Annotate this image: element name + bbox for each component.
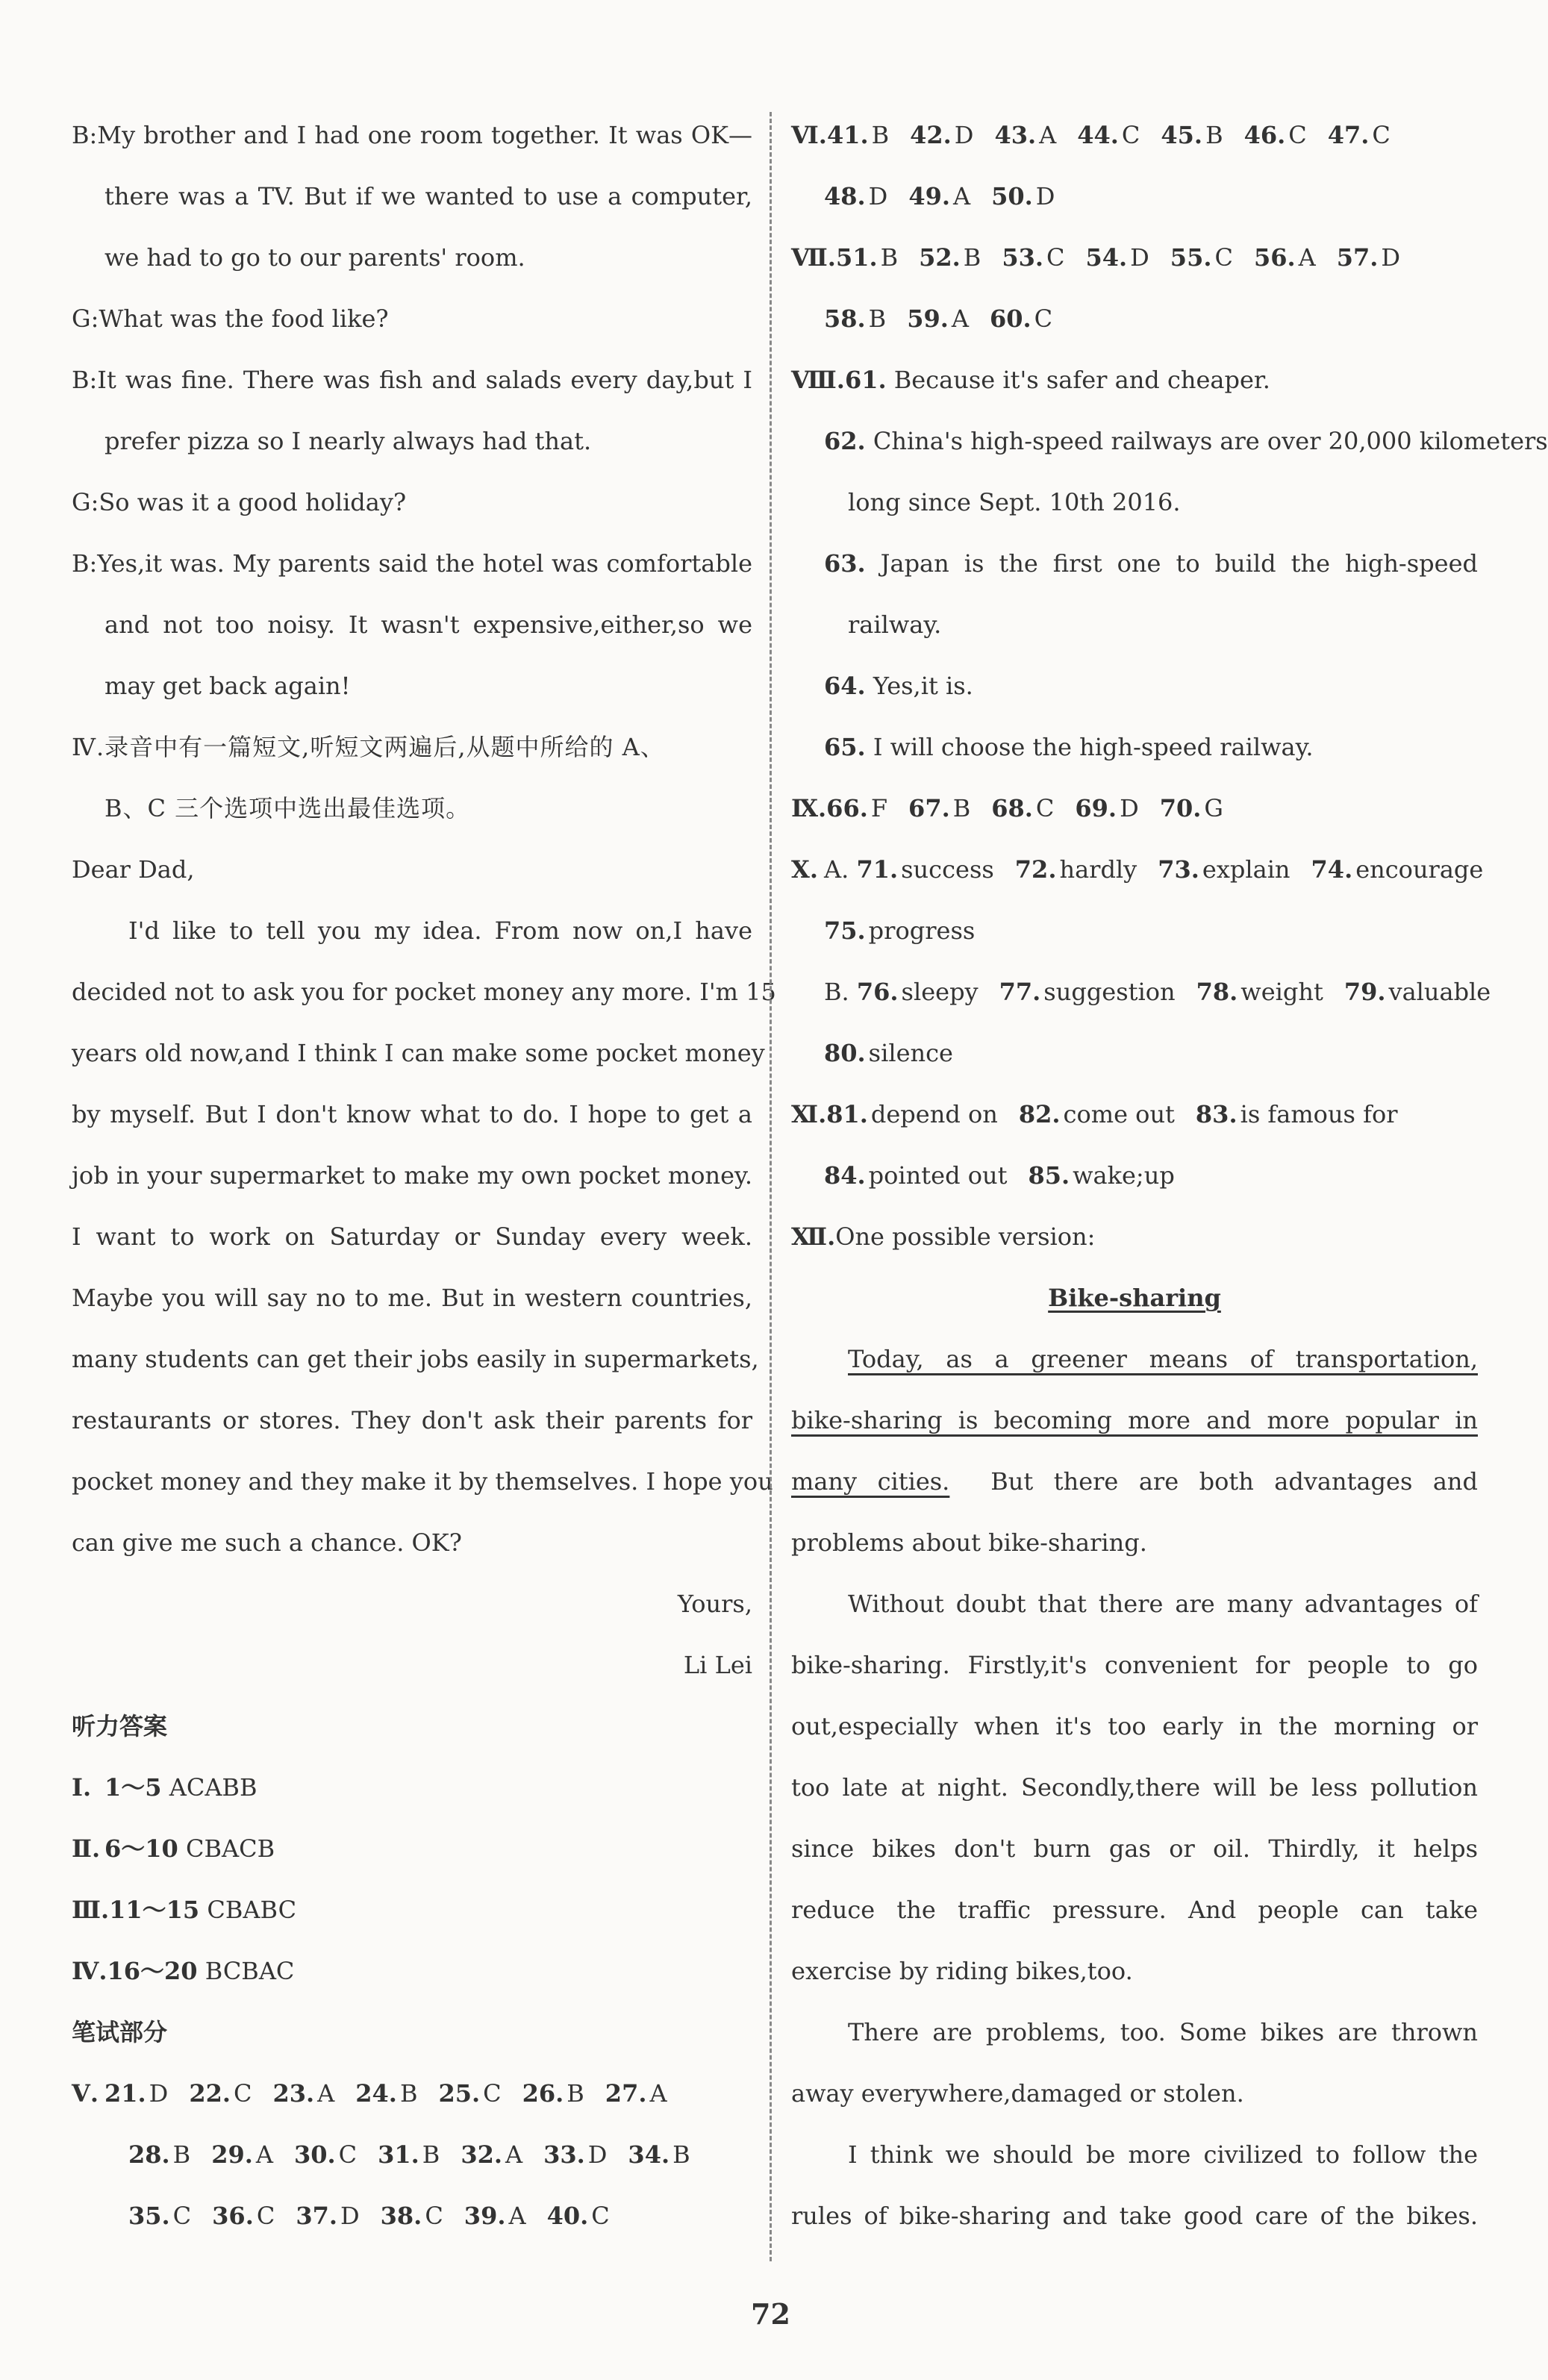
answer-row [791, 104, 1478, 166]
essay-line: bike-sharing. Firstly,it's convenient for people to go [791, 1651, 1478, 1679]
page-number: 72 [751, 2297, 790, 2331]
part-label: A. [824, 855, 849, 884]
question-number: 58. [824, 304, 866, 333]
dialogue-line: may get back again! [104, 672, 351, 700]
answer-item [1196, 961, 1323, 1022]
answer-value: B [868, 304, 887, 333]
answer-value: D [149, 2079, 169, 2108]
answer-text: I will choose the high-speed railway. [873, 733, 1314, 761]
question-number: 72. [1014, 855, 1057, 884]
answer-item [827, 104, 889, 166]
answer-item [296, 2185, 359, 2246]
answer-value: A [649, 2079, 667, 2108]
answer-value: wake;up [1073, 1161, 1175, 1190]
listening-answer-row [72, 1879, 752, 1940]
answer-value: C [338, 2140, 358, 2169]
answer-item [991, 166, 1055, 227]
letter-line: pocket money and they make it by themselves. I hope you [72, 1467, 773, 1496]
question-range: 11～15 [109, 1896, 200, 1924]
answer-value: C [425, 2202, 443, 2230]
question-number: 34. [628, 2140, 670, 2169]
essay-line: away everywhere,damaged or stolen. [791, 2079, 1244, 2108]
question-number: 59. [907, 304, 949, 333]
answer-item [1254, 227, 1316, 288]
answer-item [1161, 104, 1223, 166]
letter-line: Maybe you will say no to me. But in western countries, [72, 1284, 752, 1312]
question-number: 36. [212, 2202, 254, 2230]
answer-value: B [172, 2140, 191, 2169]
question-number: 76. [856, 978, 899, 1006]
answer-value: A [1298, 243, 1316, 272]
letter-greeting: Dear Dad, [72, 855, 195, 884]
question-number: 30. [293, 2140, 336, 2169]
answer-item [1075, 778, 1138, 839]
answer-value: C [1214, 243, 1233, 272]
answer-row [791, 349, 1478, 410]
answer-item [212, 2185, 275, 2246]
answer-item [381, 2185, 443, 2246]
question-number: 28. [128, 2140, 170, 2169]
answer-value: A [505, 2140, 523, 2169]
answer-item [128, 2124, 190, 2185]
question-number: 67. [908, 794, 950, 822]
question-number: 80. [824, 1039, 866, 1067]
answer-item [824, 288, 886, 349]
essay-line: Today, as a greener means of transportation, [848, 1345, 1478, 1373]
answers: BCBAC [205, 1957, 295, 1985]
essay-line: I think we should be more civilized to follow the [848, 2140, 1478, 2169]
answer-text: Japan is the first one to build the high-speed [880, 549, 1478, 578]
answer-item [1311, 839, 1484, 900]
question-number: 68. [991, 794, 1033, 822]
answer-row [791, 778, 1478, 839]
question-number: 62. [824, 427, 866, 455]
question-number: 55. [1170, 243, 1212, 272]
answer-value: G [1204, 794, 1223, 822]
question-number: 29. [211, 2140, 253, 2169]
answer-value: C [483, 2079, 502, 2108]
answer-item [826, 778, 887, 839]
question-number: 50. [991, 182, 1033, 210]
answer-value: D [1120, 794, 1139, 822]
answer-item [547, 2185, 610, 2246]
answer-row [791, 166, 1478, 227]
answer-item [1077, 104, 1140, 166]
question-number: 23. [272, 2079, 315, 2108]
dialogue-line: B:It was fine. There was fish and salads every day,but I [72, 366, 752, 394]
dialogue-line: G:So was it a good holiday? [72, 488, 407, 516]
answer-value: B [567, 2079, 584, 2108]
answer-value: F [870, 794, 888, 822]
essay-line: There are problems, too. Some bikes are thrown [848, 2018, 1478, 2046]
dialogue-line: there was a TV. But if we wanted to use a computer, [104, 182, 752, 210]
answer-item [522, 2063, 584, 2124]
answer-value: valuable [1388, 978, 1491, 1006]
answer-item [994, 104, 1056, 166]
answer-value: B [952, 794, 971, 822]
essay-line: problems about bike-sharing. [791, 1528, 1147, 1557]
answer-item [824, 1145, 1007, 1206]
answer-value: C [234, 2079, 252, 2108]
answer-item [908, 778, 970, 839]
question-number: 27. [605, 2079, 647, 2108]
answer-item [1196, 1084, 1398, 1145]
answer-item [189, 2063, 252, 2124]
answer-value: C [1035, 794, 1055, 822]
dialogue-line: prefer pizza so I nearly always had that. [104, 427, 592, 455]
question-number: 74. [1311, 855, 1353, 884]
answer-row [791, 1084, 1478, 1145]
essay-title: Bike-sharing [1048, 1284, 1221, 1312]
answer-row [791, 410, 1548, 472]
section-numeral: Ⅳ. [72, 1957, 107, 1985]
answer-item [999, 961, 1176, 1022]
answer-value: is famous for [1240, 1100, 1398, 1128]
answer-row [791, 227, 1478, 288]
answer-value: A [953, 182, 971, 210]
section-iv-instruction: Ⅳ.录音中有一篇短文,听短文两遍后,从题中所给的 A、 [72, 733, 665, 761]
question-number: 69. [1075, 794, 1117, 822]
essay-text: But there are both advantages and [990, 1467, 1479, 1496]
letter-line: years old now,and I think I can make some pocket money [72, 1039, 765, 1067]
question-number: 77. [999, 978, 1041, 1006]
essay-line [791, 1451, 1478, 1512]
answer-item [464, 2185, 526, 2246]
question-number: 37. [296, 2202, 337, 2230]
essay-line: exercise by riding bikes,too. [791, 1957, 1133, 1985]
answer-item [910, 104, 973, 166]
answer-value: C [1372, 121, 1391, 149]
answer-item [1170, 227, 1233, 288]
answer-text: One possible version: [835, 1222, 1096, 1251]
question-number: 85. [1028, 1161, 1070, 1190]
question-number: 21. [104, 2079, 146, 2108]
question-number: 40. [546, 2202, 589, 2230]
answer-row [791, 1145, 1478, 1206]
answer-value: progress [868, 916, 976, 945]
left-column [72, 104, 776, 2246]
answer-row [791, 839, 1484, 900]
question-number: 46. [1243, 121, 1286, 149]
question-number: 32. [461, 2140, 502, 2169]
answer-continuation: railway. [848, 610, 942, 639]
question-range: 1～5 [104, 1773, 162, 1802]
answer-value: C [172, 2202, 192, 2230]
answer-value: A [508, 2202, 526, 2230]
answer-row [791, 1206, 1478, 1267]
column-divider [770, 112, 772, 2261]
section-numeral: Ⅶ. [791, 243, 836, 272]
answer-value: A [317, 2079, 335, 2108]
listening-heading: 听力答案 [72, 1712, 168, 1740]
answer-value: C [591, 2202, 610, 2230]
answer-value: D [1130, 243, 1149, 272]
question-number: 73. [1158, 855, 1199, 884]
essay-line: rules of bike-sharing and take good care of the bikes. [791, 2202, 1478, 2230]
answer-item [857, 961, 979, 1022]
answer-item [461, 2124, 522, 2185]
answer-item [907, 288, 969, 349]
question-number: 44. [1077, 121, 1119, 149]
answer-value: B [880, 243, 899, 272]
listening-answer-row [72, 1940, 752, 2002]
letter-line: job in your supermarket to make my own pocket money. [72, 1161, 752, 1190]
question-number: 71. [856, 855, 899, 884]
answer-value: D [868, 182, 888, 210]
written-heading: 笔试部分 [72, 2018, 168, 2046]
dialogue-line: B:Yes,it was. My parents said the hotel was comfortable [72, 549, 752, 578]
question-number: 49. [908, 182, 950, 210]
question-number: 60. [989, 304, 1032, 333]
section-numeral: Ⅷ. [791, 366, 845, 394]
answer-item [991, 778, 1054, 839]
question-number: 24. [355, 2079, 397, 2108]
dialogue-line: we had to go to our parents' room. [104, 243, 525, 272]
answer-item [1015, 839, 1137, 900]
answer-value: pointed out [868, 1161, 1008, 1190]
question-number: 51. [835, 243, 878, 272]
answer-item [294, 2124, 357, 2185]
question-number: 41. [826, 121, 869, 149]
listening-answer-row [72, 1757, 752, 1818]
answers: CBACB [185, 1834, 275, 1863]
essay-line: bike-sharing is becoming more and more popular in [791, 1406, 1478, 1434]
letter-line: decided not to ask you for pocket money any more. I'm 15 [72, 978, 776, 1006]
question-number: 38. [380, 2202, 422, 2230]
question-number: 64. [824, 672, 866, 700]
answer-item [856, 839, 993, 900]
question-number: 70. [1159, 794, 1202, 822]
answer-value: C [1034, 304, 1053, 333]
answer-value: D [1381, 243, 1401, 272]
answer-item [128, 2185, 191, 2246]
question-number: 65. [824, 733, 866, 761]
essay-line: too late at night. Secondly,there will be less pollution [791, 1773, 1478, 1802]
question-number: 42. [910, 121, 952, 149]
essay-underlined: many cities. [791, 1467, 950, 1496]
question-range: 16～20 [107, 1957, 198, 1985]
question-number: 63. [824, 549, 866, 578]
answer-item [824, 166, 887, 227]
answer-item [378, 2124, 440, 2185]
answer-item [543, 2124, 607, 2185]
answer-value: come out [1063, 1100, 1175, 1128]
answer-item [1328, 104, 1391, 166]
question-number: 52. [919, 243, 961, 272]
dialogue-line: B:My brother and I had one room together. It was OK— [72, 121, 752, 149]
answer-item [438, 2063, 501, 2124]
answer-value: B [1205, 121, 1223, 149]
question-number: 31. [378, 2140, 419, 2169]
answer-value: encourage [1355, 855, 1484, 884]
section-numeral: Ⅴ. [72, 2079, 99, 2108]
answer-item [824, 900, 975, 961]
answer-value: A [1039, 121, 1057, 149]
question-number: 75. [824, 916, 866, 945]
answer-value: D [1035, 182, 1055, 210]
answer-value: hardly [1059, 855, 1137, 884]
answer-item [919, 227, 981, 288]
answer-value: C [256, 2202, 275, 2230]
letter-line: I want to work on Saturday or Sunday every week. [72, 1222, 752, 1251]
answer-text: Because it's safer and cheaper. [893, 366, 1270, 394]
answer-item [1160, 778, 1223, 839]
question-number: 84. [824, 1161, 866, 1190]
answer-item [1019, 1084, 1175, 1145]
question-number: 54. [1085, 243, 1128, 272]
question-number: 35. [128, 2202, 170, 2230]
answer-text: China's high-speed railways are over 20,000 kilometers [873, 427, 1548, 455]
answer-value: B [672, 2140, 690, 2169]
right-column [791, 104, 1548, 2246]
question-number: 61. [844, 366, 887, 394]
answer-item [826, 1084, 998, 1145]
answer-item [836, 227, 898, 288]
question-number: 53. [1002, 243, 1043, 272]
question-number: 66. [826, 794, 868, 822]
essay-line: reduce the traffic pressure. And people can take [791, 1896, 1478, 1924]
answer-value: D [587, 2140, 608, 2169]
section-numeral: Ⅺ. [791, 1100, 827, 1128]
letter-line: restaurants or stores. They don't ask their parents for [72, 1406, 752, 1434]
answer-value: B [422, 2140, 440, 2169]
question-number: 26. [522, 2079, 564, 2108]
question-number: 45. [1161, 121, 1203, 149]
letter-closing: Yours, [677, 1590, 752, 1618]
answer-row [791, 655, 1478, 716]
question-number: 25. [438, 2079, 481, 2108]
question-number: 83. [1195, 1100, 1238, 1128]
answer-item [1085, 227, 1149, 288]
section-numeral: Ⅹ. [791, 855, 818, 884]
answer-item [355, 2063, 417, 2124]
answer-value: D [340, 2202, 360, 2230]
question-number: 78. [1196, 978, 1238, 1006]
answer-item [628, 2124, 690, 2185]
question-number: 82. [1018, 1100, 1061, 1128]
answer-value: explain [1202, 855, 1290, 884]
answer-item [272, 2063, 334, 2124]
answer-value: C [1046, 243, 1065, 272]
question-number: 33. [543, 2140, 585, 2169]
answer-row [791, 900, 1478, 961]
answer-row [791, 1022, 1478, 1084]
section-numeral: Ⅰ. [72, 1773, 92, 1802]
answer-text: Yes,it is. [873, 672, 973, 700]
question-number: 56. [1253, 243, 1296, 272]
dialogue-line: and not too noisy. It wasn't expensive,either,so we [104, 610, 752, 639]
question-number: 39. [464, 2202, 506, 2230]
letter-line: by myself. But I don't know what to do. I hope to get a [72, 1100, 752, 1128]
answers: ACABB [169, 1773, 258, 1802]
part-label: B. [824, 978, 849, 1006]
section-numeral: Ⅸ. [791, 794, 827, 822]
answer-item [1344, 961, 1491, 1022]
answer-continuation: long since Sept. 10th 2016. [848, 488, 1181, 516]
answer-item [1337, 227, 1400, 288]
section-numeral: Ⅱ. [72, 1834, 101, 1863]
question-number: 43. [994, 121, 1037, 149]
answer-value: B [963, 243, 981, 272]
answer-row [791, 716, 1478, 778]
answer-item [1158, 839, 1290, 900]
essay-line: Without doubt that there are many advantages of [848, 1590, 1478, 1618]
answer-item [211, 2124, 273, 2185]
answer-row [791, 288, 1478, 349]
answer-row [791, 961, 1491, 1022]
question-number: 22. [189, 2079, 231, 2108]
question-number: 79. [1343, 978, 1386, 1006]
answer-value: A [255, 2140, 273, 2169]
answer-item [908, 166, 970, 227]
dialogue-line: G:What was the food like? [72, 304, 389, 333]
answer-value: D [954, 121, 974, 149]
answer-value: B [399, 2079, 418, 2108]
answer-value: silence [868, 1039, 953, 1067]
answer-value: sleepy [901, 978, 979, 1006]
answer-row [72, 2185, 752, 2246]
letter-line: many students can get their jobs easily in supermarkets, [72, 1345, 759, 1373]
answer-value: C [1288, 121, 1307, 149]
question-range: 6～10 [104, 1834, 178, 1863]
answer-value: B [871, 121, 890, 149]
answer-item [824, 1022, 953, 1084]
section-numeral: Ⅻ. [791, 1222, 836, 1251]
section-numeral: Ⅵ. [791, 121, 827, 149]
answer-value: A [951, 304, 969, 333]
section-numeral: Ⅲ. [72, 1896, 110, 1924]
answer-row [72, 2124, 752, 2185]
answer-item [1244, 104, 1307, 166]
answer-item [605, 2063, 667, 2124]
answer-item [990, 288, 1052, 349]
answer-value: weight [1240, 978, 1323, 1006]
answer-value: depend on [870, 1100, 998, 1128]
answer-item [1002, 227, 1064, 288]
question-number: 57. [1336, 243, 1379, 272]
letter-signature: Li Lei [683, 1651, 752, 1679]
answer-row [72, 2063, 752, 2124]
answer-value: success [901, 855, 994, 884]
essay-line: out,especially when it's too early in the morning or [791, 1712, 1478, 1740]
question-number: 47. [1327, 121, 1370, 149]
answer-item [104, 2063, 168, 2124]
letter-line: can give me such a chance. OK? [72, 1528, 462, 1557]
answer-value: suggestion [1043, 978, 1176, 1006]
essay-line: since bikes don't burn gas or oil. Thirdly, it helps [791, 1834, 1478, 1863]
listening-answer-row [72, 1818, 752, 1879]
letter-line: I'd like to tell you my idea. From now on,I have [128, 916, 752, 945]
answer-item [1028, 1145, 1174, 1206]
question-number: 48. [824, 182, 866, 210]
answer-value: C [1121, 121, 1140, 149]
answer-row [791, 533, 1478, 594]
answers: CBABC [207, 1896, 297, 1924]
question-number: 81. [826, 1100, 868, 1128]
section-iv-instruction: B、C 三个选项中选出最佳选项。 [104, 794, 471, 822]
